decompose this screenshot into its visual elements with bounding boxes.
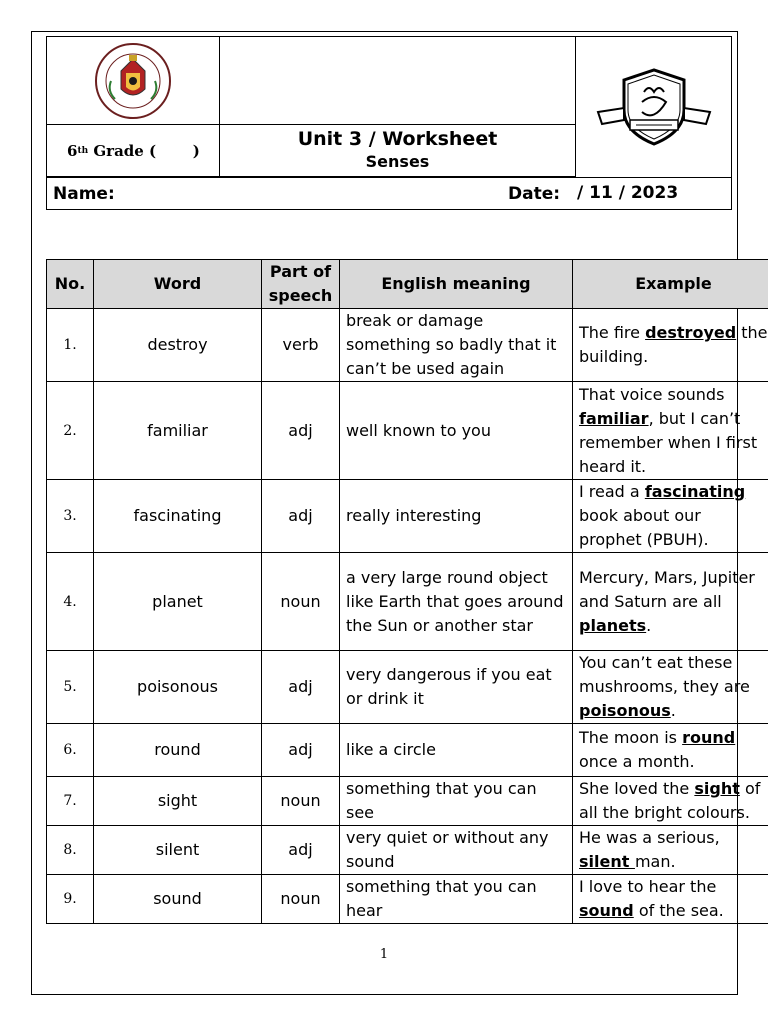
- example-keyword: familiar: [579, 408, 649, 428]
- header-blank-cell: [220, 37, 576, 125]
- row-number: 5.: [47, 651, 94, 724]
- example-keyword: fascinating: [644, 482, 746, 501]
- page-number: 1: [379, 947, 389, 962]
- row-example: [573, 826, 768, 875]
- row-number: 2.: [47, 382, 94, 480]
- example-text: I love to hear the: [579, 877, 717, 896]
- row-meaning: very quiet or without any sound: [340, 826, 573, 875]
- row-word: fascinating: [94, 480, 262, 553]
- example-text: the building.: [579, 323, 768, 366]
- row-word: poisonous: [94, 651, 262, 724]
- row-example: [573, 382, 768, 480]
- example-text: He was a serious,: [579, 828, 720, 847]
- row-part-of-speech: verb: [262, 309, 340, 382]
- date-label: Date:: [508, 184, 561, 204]
- example-keyword: destroyed: [645, 323, 737, 342]
- row-part-of-speech: noun: [262, 875, 340, 924]
- header-english-meaning: English meaning: [340, 260, 573, 309]
- example-text: That voice sounds: [579, 384, 725, 404]
- row-meaning: something that you can see: [340, 777, 573, 826]
- ministry-emblem-cell: [47, 37, 220, 125]
- row-number: 8.: [47, 826, 94, 875]
- worksheet-title: Unit 3 / Worksheet: [297, 128, 498, 150]
- row-example: [573, 309, 768, 382]
- row-word: planet: [94, 553, 262, 651]
- example-keyword: silent: [579, 852, 635, 871]
- worksheet-header: [46, 36, 732, 210]
- example-text: of the sea.: [633, 901, 724, 920]
- row-number: 6.: [47, 724, 94, 777]
- row-example: [573, 777, 768, 826]
- header-no: No.: [47, 260, 94, 309]
- grade-suffix: th: [77, 145, 89, 156]
- row-number: 9.: [47, 875, 94, 924]
- row-word: sight: [94, 777, 262, 826]
- title-cell: [220, 125, 576, 177]
- row-part-of-speech: noun: [262, 553, 340, 651]
- ministry-emblem-logo: [93, 41, 173, 121]
- example-keyword: planets: [579, 615, 647, 635]
- example-text: The moon is: [579, 728, 683, 747]
- row-part-of-speech: noun: [262, 777, 340, 826]
- table-header-row: [47, 260, 768, 309]
- row-number: 1.: [47, 309, 94, 382]
- row-meaning: a very large round object like Earth that goes around the Sun or another star: [340, 553, 573, 651]
- example-keyword: sound: [579, 901, 634, 920]
- row-part-of-speech: adj: [262, 724, 340, 777]
- row-meaning: like a circle: [340, 724, 573, 777]
- example-text: , but I can’t remember when I first heard it.: [579, 408, 758, 476]
- worksheet-subtitle: Senses: [365, 152, 430, 171]
- table-row: [47, 875, 768, 924]
- row-meaning: something that you can hear: [340, 875, 573, 924]
- example-keyword: round: [682, 728, 736, 747]
- row-word: silent: [94, 826, 262, 875]
- row-part-of-speech: adj: [262, 826, 340, 875]
- name-label: Name:: [53, 184, 115, 204]
- table-row: [47, 777, 768, 826]
- row-example: [573, 651, 768, 724]
- header-word: Word: [94, 260, 262, 309]
- row-word: destroy: [94, 309, 262, 382]
- table-row: [47, 724, 768, 777]
- name-date-row: [47, 177, 731, 209]
- example-text: The fire: [579, 323, 646, 342]
- row-example: [573, 724, 768, 777]
- row-example: [573, 553, 768, 651]
- row-number: 7.: [47, 777, 94, 826]
- example-text: man.: [634, 852, 676, 871]
- example-keyword: poisonous: [579, 701, 671, 720]
- row-word: familiar: [94, 382, 262, 480]
- row-example: [573, 480, 768, 553]
- table-row: [47, 382, 768, 480]
- grade-label: [47, 125, 220, 177]
- vocabulary-table: [46, 259, 768, 924]
- row-example: [573, 875, 768, 924]
- table-row: [47, 826, 768, 875]
- school-logo-cell: [576, 37, 731, 177]
- date-value: / 11 / 2023: [577, 183, 679, 203]
- row-part-of-speech: adj: [262, 480, 340, 553]
- row-meaning: break or damage something so badly that it can’t be used again: [340, 309, 573, 382]
- example-text: .: [670, 701, 676, 720]
- table-row: [47, 553, 768, 651]
- row-word: sound: [94, 875, 262, 924]
- header-part-of-speech: Part of speech: [262, 260, 340, 309]
- row-part-of-speech: adj: [262, 382, 340, 480]
- row-meaning: really interesting: [340, 480, 573, 553]
- example-text: .: [646, 615, 652, 635]
- row-word: round: [94, 724, 262, 777]
- grade-rest: Grade ( ): [88, 141, 200, 160]
- example-text: She loved the: [579, 779, 695, 798]
- example-keyword: sight: [694, 779, 740, 798]
- row-meaning: very dangerous if you eat or drink it: [340, 651, 573, 724]
- row-number: 4.: [47, 553, 94, 651]
- row-number: 3.: [47, 480, 94, 553]
- example-text: Mercury, Mars, Jupiter and Saturn are all: [579, 567, 755, 611]
- table-row: [47, 651, 768, 724]
- example-text: once a month.: [579, 752, 695, 771]
- row-meaning: well known to you: [340, 382, 573, 480]
- example-text: of all the bright colours.: [579, 779, 761, 822]
- table-row: [47, 480, 768, 553]
- example-text: book about our prophet (PBUH).: [579, 506, 709, 549]
- example-text: You can’t eat these mushrooms, they are: [579, 653, 750, 696]
- header-example: Example: [573, 260, 768, 309]
- row-part-of-speech: adj: [262, 651, 340, 724]
- example-text: I read a: [579, 482, 645, 501]
- table-row: [47, 309, 768, 382]
- school-shield-logo: [594, 62, 714, 152]
- grade-number: 6: [67, 141, 78, 160]
